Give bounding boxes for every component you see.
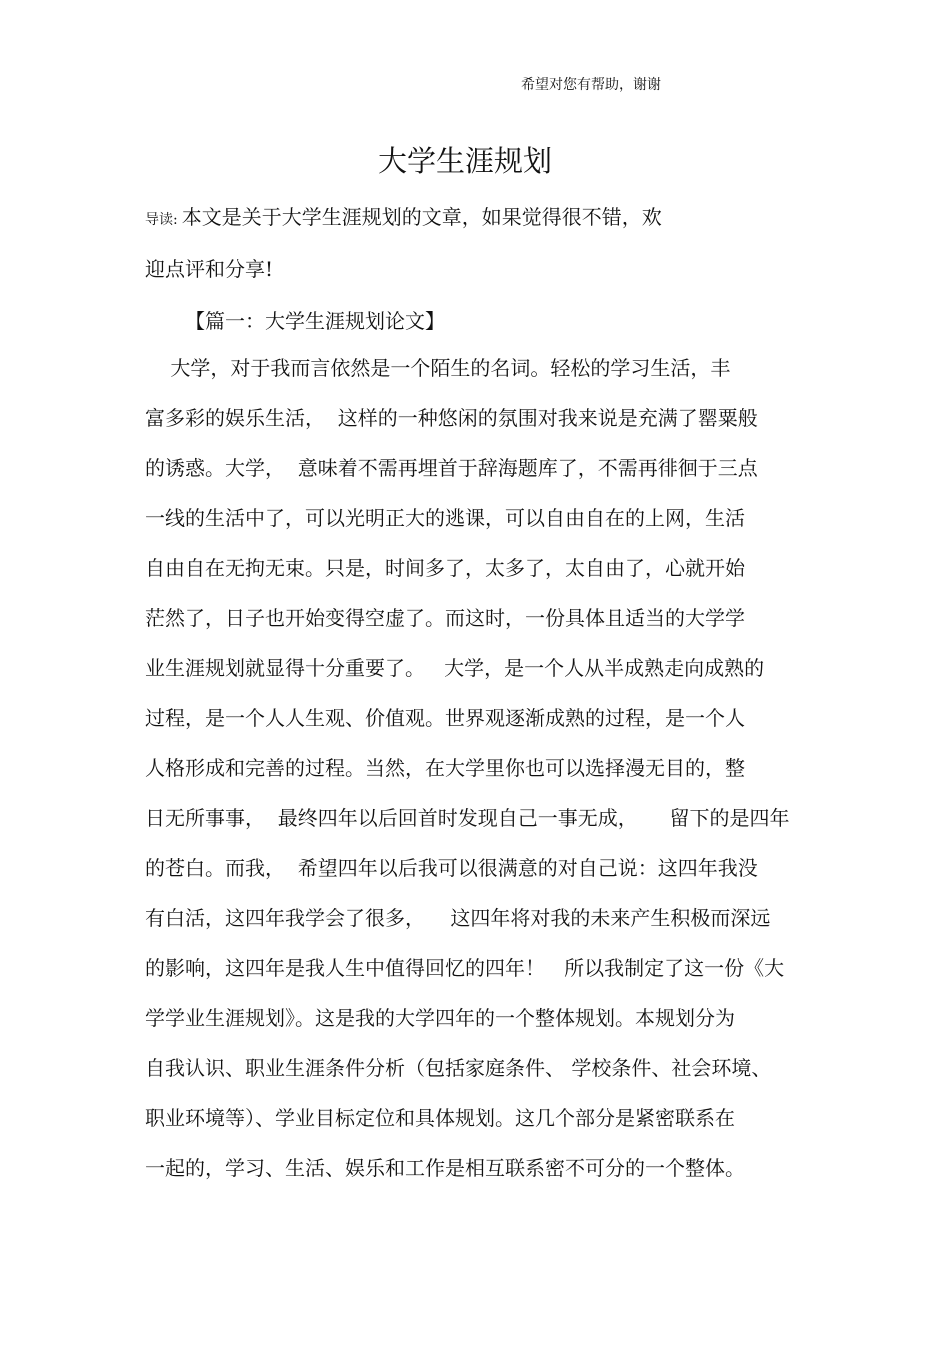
body-line: 学学业生涯规划》。这是我的大学四年的一个整体规划。本规划分为 [145,1006,735,1030]
intro-label: 导读: [145,212,178,228]
section-heading: 【篇一：大学生涯规划论文】 [185,309,445,333]
intro-line-1 [145,204,662,233]
body-line: 的影响，这四年是我人生中值得回忆的四年！ 所以我制定了这一份《大 [145,956,785,980]
body-line: 一起的，学习、生活、娱乐和工作是相互联系密不可分的一个整体。 [145,1156,745,1180]
intro-line-2: 迎点评和分享! [145,257,274,281]
page-title: 大学生涯规划 [377,144,552,178]
body-line: 业生涯规划就显得十分重要了。 大学，是一个人从半成熟走向成熟的 [145,656,765,680]
body-line: 大学，对于我而言依然是一个陌生的名词。轻松的学习生活，丰 [145,356,731,380]
body-line: 有白活，这四年我学会了很多， 这四年将对我的未来产生积极而深远 [145,906,771,930]
body-line: 一线的生活中了，可以光明正大的逃课，可以自由自在的上网，生活 [145,506,745,530]
body-line: 人格形成和完善的过程。当然，在大学里你也可以选择漫无目的，整 [145,756,745,780]
body-line: 的诱惑。大学， 意味着不需再埋首于辞海题库了，不需再徘徊于三点 [145,456,758,480]
body-line: 自我认识、职业生涯条件分析（包括家庭条件、 学校条件、社会环境、 [145,1056,772,1080]
body-line: 茫然了，日子也开始变得空虚了。而这时，一份具体且适当的大学学 [145,606,745,630]
body-line: 职业环境等）、学业目标定位和具体规划。这几个部分是紧密联系在 [145,1106,735,1130]
header-note: 希望对您有帮助，谢谢 [521,77,661,93]
body-line: 富多彩的娱乐生活， 这样的一种悠闲的氛围对我来说是充满了罂粟般 [145,406,758,430]
body-line: 过程，是一个人人生观、价值观。世界观逐渐成熟的过程，是一个人 [145,706,745,730]
intro-text-1: 本文是关于大学生涯规划的文章，如果觉得很不错，欢 [181,205,662,229]
body-line: 的苍白。而我， 希望四年以后我可以很满意的对自己说：这四年我没 [145,856,758,880]
body-line: 自由自在无拘无束。只是，时间多了，太多了，太自由了，心就开始 [145,556,745,580]
body-line: 日无所事事， 最终四年以后回首时发现自己一事无成， 留下的是四年 [145,806,790,830]
